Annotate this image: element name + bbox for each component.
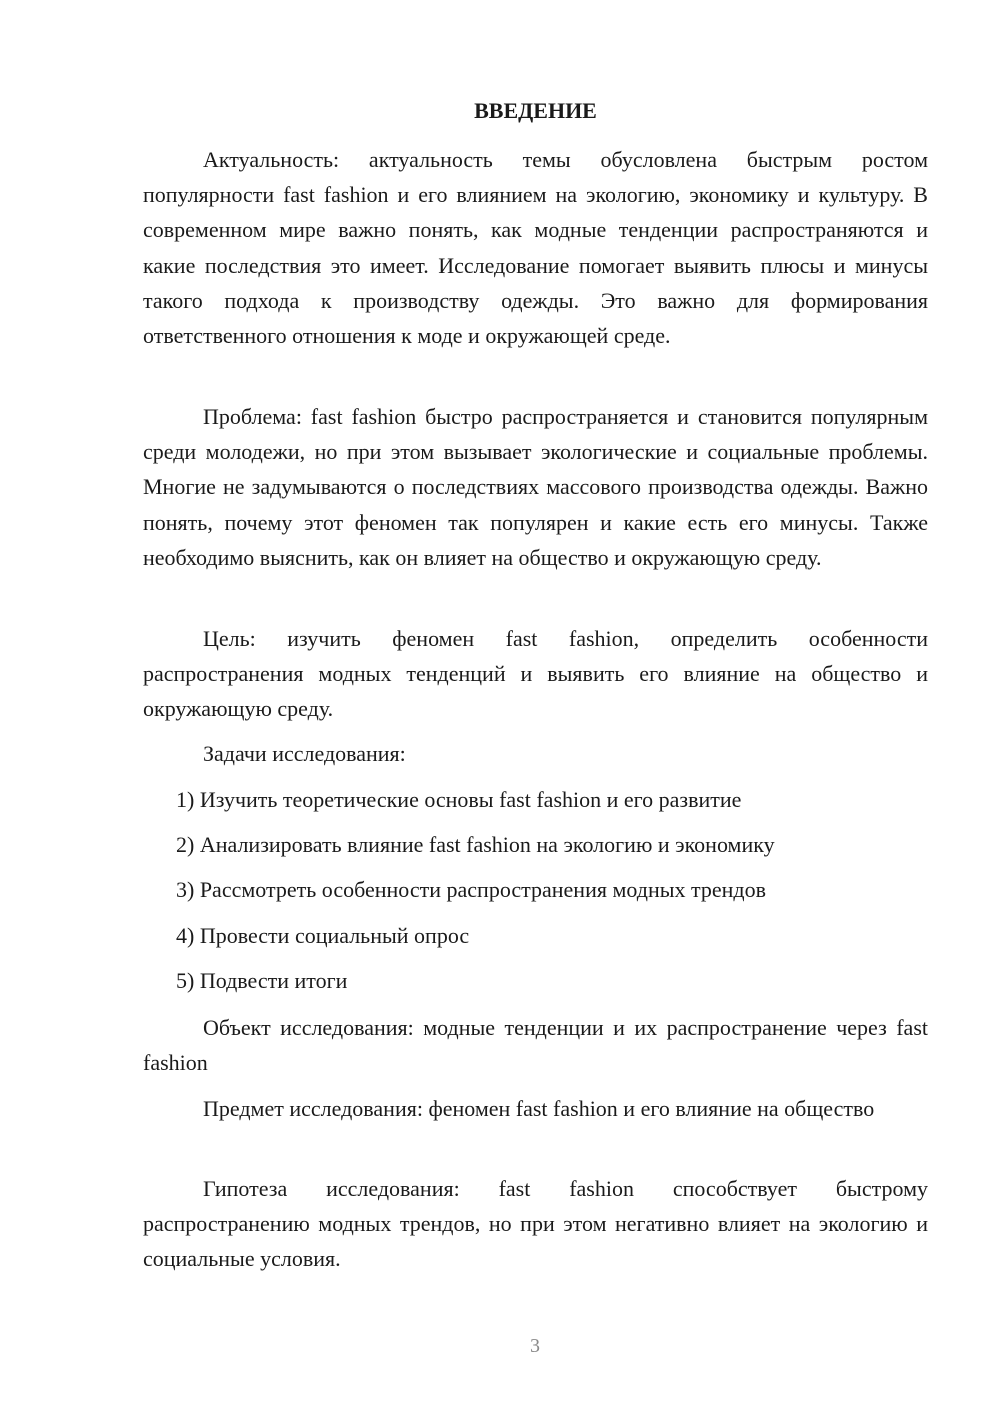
page-number: 3 [530,1335,540,1357]
subject-paragraph: Предмет исследования: феномен fast fashion и его влияние на общество [203,1096,875,1121]
object-paragraph: Объект исследования: модные тенденции и их распространение через fast fashion [143,1015,928,1076]
task-item-1: 1) Изучить теоретические основы fast fashion и его развитие [176,787,742,812]
hypothesis-paragraph: Гипотеза исследования: fast fashion способствует быстрому распространению модных трендов, но при этом негативно влияет на экологию и социальные условия. [143,1176,928,1272]
relevance-paragraph: Актуальность: актуальность темы обусловлена быстрым ростом популярности fast fashion и его влиянием на экологию, экономику и культуру. В современном мире важно понять, как модные тенденции распространяются и какие последствия это имеет. Исследование помогает выявить плюсы и минусы такого подхода к производству одежды. Это важно для формирования ответственного отношения к моде и окружающей среде. [143,147,928,349]
problem-paragraph: Проблема: fast fashion быстро распространяется и становится популярным среди молодежи, но при этом вызывает экологические и социальные проблемы. Многие не задумываются о последствиях массового производства одежды. Важно понять, почему этот феномен так популярен и какие есть его минусы. Также необходимо выяснить, как он влияет на общество и окружающую среду. [143,404,928,570]
task-item-2: 2) Анализировать влияние fast fashion на экологию и экономику [176,832,775,857]
tasks-heading: Задачи исследования: [203,741,406,766]
page-title: ВВЕДЕНИЕ [474,98,597,123]
task-item-5: 5) Подвести итоги [176,968,348,993]
task-item-3: 3) Рассмотреть особенности распространения модных трендов [176,877,767,902]
goal-paragraph: Цель: изучить феномен fast fashion, определить особенности распространения модных тенденций и выявить его влияние на общество и окружающую среду. [143,626,928,722]
task-item-4: 4) Провести социальный опрос [176,923,470,948]
